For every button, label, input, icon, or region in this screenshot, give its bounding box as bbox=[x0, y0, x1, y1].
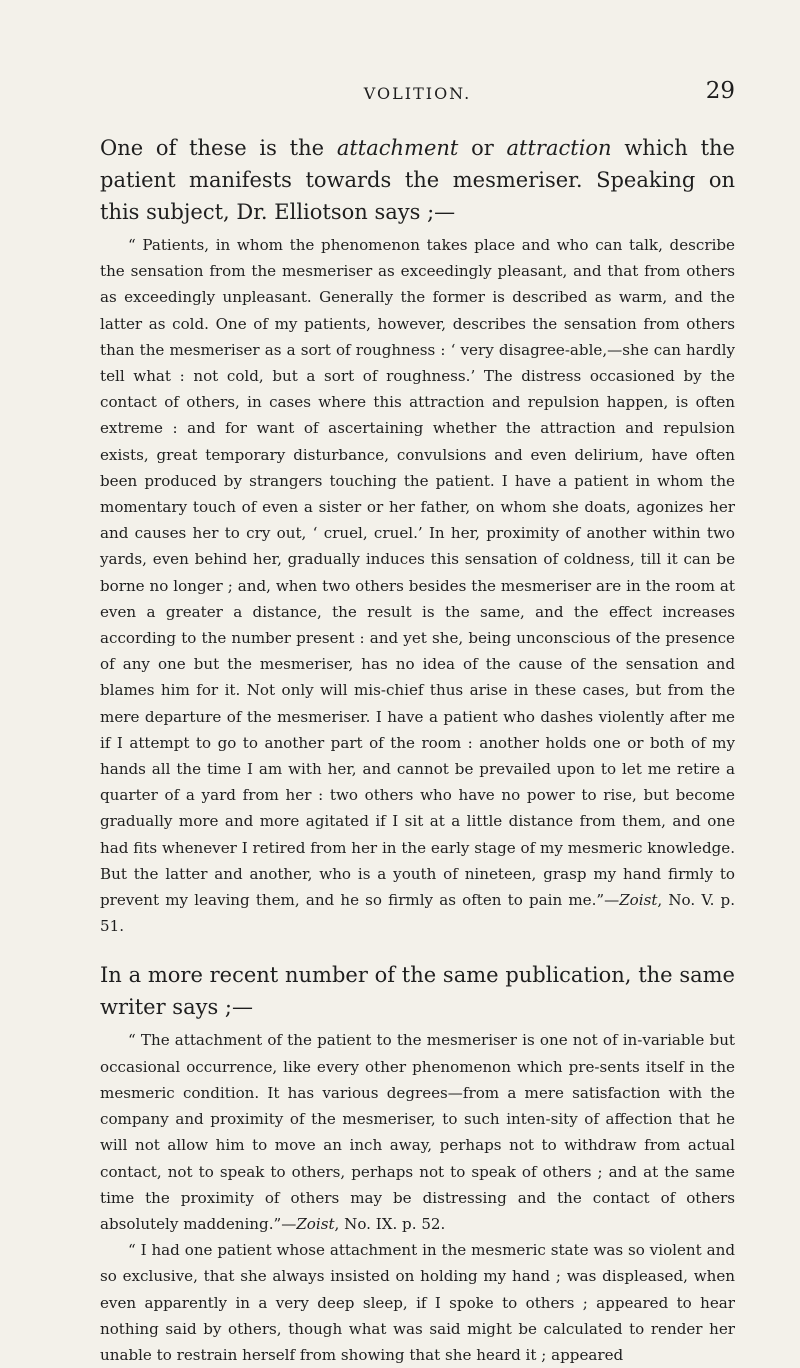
page-number: 29 bbox=[705, 78, 735, 104]
quote-paragraph-1 bbox=[100, 232, 735, 939]
book-page bbox=[100, 78, 735, 1368]
transition-paragraph: In a more recent number of the same publication, the same writer says ;— bbox=[100, 963, 735, 1020]
quote-1-ref: , No. V. p. 51. bbox=[100, 891, 735, 936]
intro-paragraph bbox=[100, 132, 735, 228]
intro-text-b: or bbox=[458, 136, 507, 160]
quote-2-ref: , No. IX. p. 52. bbox=[334, 1214, 446, 1233]
quote-paragraph-2 bbox=[100, 1027, 735, 1237]
intro-text-c: which the patient manifests towards the mesmeriser. Speaking on this subject, Dr. Elliotson says ;— bbox=[100, 136, 735, 224]
quote-1-text: “ Patients, in whom the phenomenon takes place and who can talk, describe the sensation from the mesmeriser as exceedingly pleasant, and that from others as exceedingly unpleasant. Generally the former is described as warm, and the latter as cold. One of my patients, however, describes the sensation from others than the mesmeriser as a sort of roughness : ‘ very disagree-able,—she can hardly tell what : not cold, but a sort of roughness.’ The distress occasioned by the contact of others, in cases where this attraction and repulsion happen, is often extreme : and for want of ascertaining whether the attraction and repulsion exists, great temporary disturbance, convulsions and even delirium, have often been produced by strangers touching the patient. I have a patient in whom the momentary touch of even a sister or her father, on whom she doats, agonizes her and causes her to cry out, ‘ cruel, cruel.’ In her, proximity of another within two yards, even behind her, gradually induces this sensation of coldness, till it can be borne no longer ; and, when two others besides the mesmeriser are in the room at even a greater a distance, the result is the same, and the effect increases according to the number present : and yet she, being unconscious of the presence of any one but the mesmeriser, has no idea of the cause of the sensation and blames him for it. Not only will mis-chief thus arise in these cases, but from the mere departure of the mesmeriser. I have a patient who dashes violently after me if I attempt to go to another part of the room : another holds one or both of my hands all the time I am with her, and cannot be prevailed upon to let me retire a quarter of a yard from her : two others who have no power to rise, but become gradually more and more agitated if I sit at a little distance from them, and one had fits whenever I retired from her in the early stage of my mesmeric knowledge. But the latter and another, who is a youth of nineteen, grasp my hand firmly to prevent my leaving them, and he so firmly as often to pain me.”— bbox=[100, 236, 735, 910]
running-head bbox=[100, 78, 735, 112]
emphasis-attraction: attraction bbox=[506, 136, 612, 160]
emphasis-attachment: attachment bbox=[336, 136, 459, 160]
quote-2-text: “ The attachment of the patient to the mesmeriser is one not of in-variable but occasional occurrence, like every other phenomenon which pre-sents itself in the mesmeric condition. It has various degrees—from a mere satisfaction with the company and proximity of the mesmeriser, to such inten-sity of affection that he will not allow him to move an inch away, perhaps not to withdraw from actual contact, not to speak to others, perhaps not to speak of others ; and at the same time the proximity of others may be distressing and the contact of others absolutely maddening.”— bbox=[100, 1031, 735, 1233]
quote-2-source: Zoist bbox=[296, 1214, 335, 1233]
intro-text-a: One of these is the bbox=[100, 136, 337, 160]
quote-1-source: Zoist bbox=[619, 891, 658, 910]
quote-paragraph-3: “ I had one patient whose attachment in the mesmeric state was so violent and so exclusive, that she always insisted on holding my hand ; was displeased, when even apparently in a very deep sleep, if I spoke to others ; appeared to hear nothing said by others, though what was said might be calculated to render her unable to restrain herself from showing that she heard it ; appeared bbox=[100, 1241, 735, 1364]
running-title: VOLITION. bbox=[363, 84, 472, 103]
